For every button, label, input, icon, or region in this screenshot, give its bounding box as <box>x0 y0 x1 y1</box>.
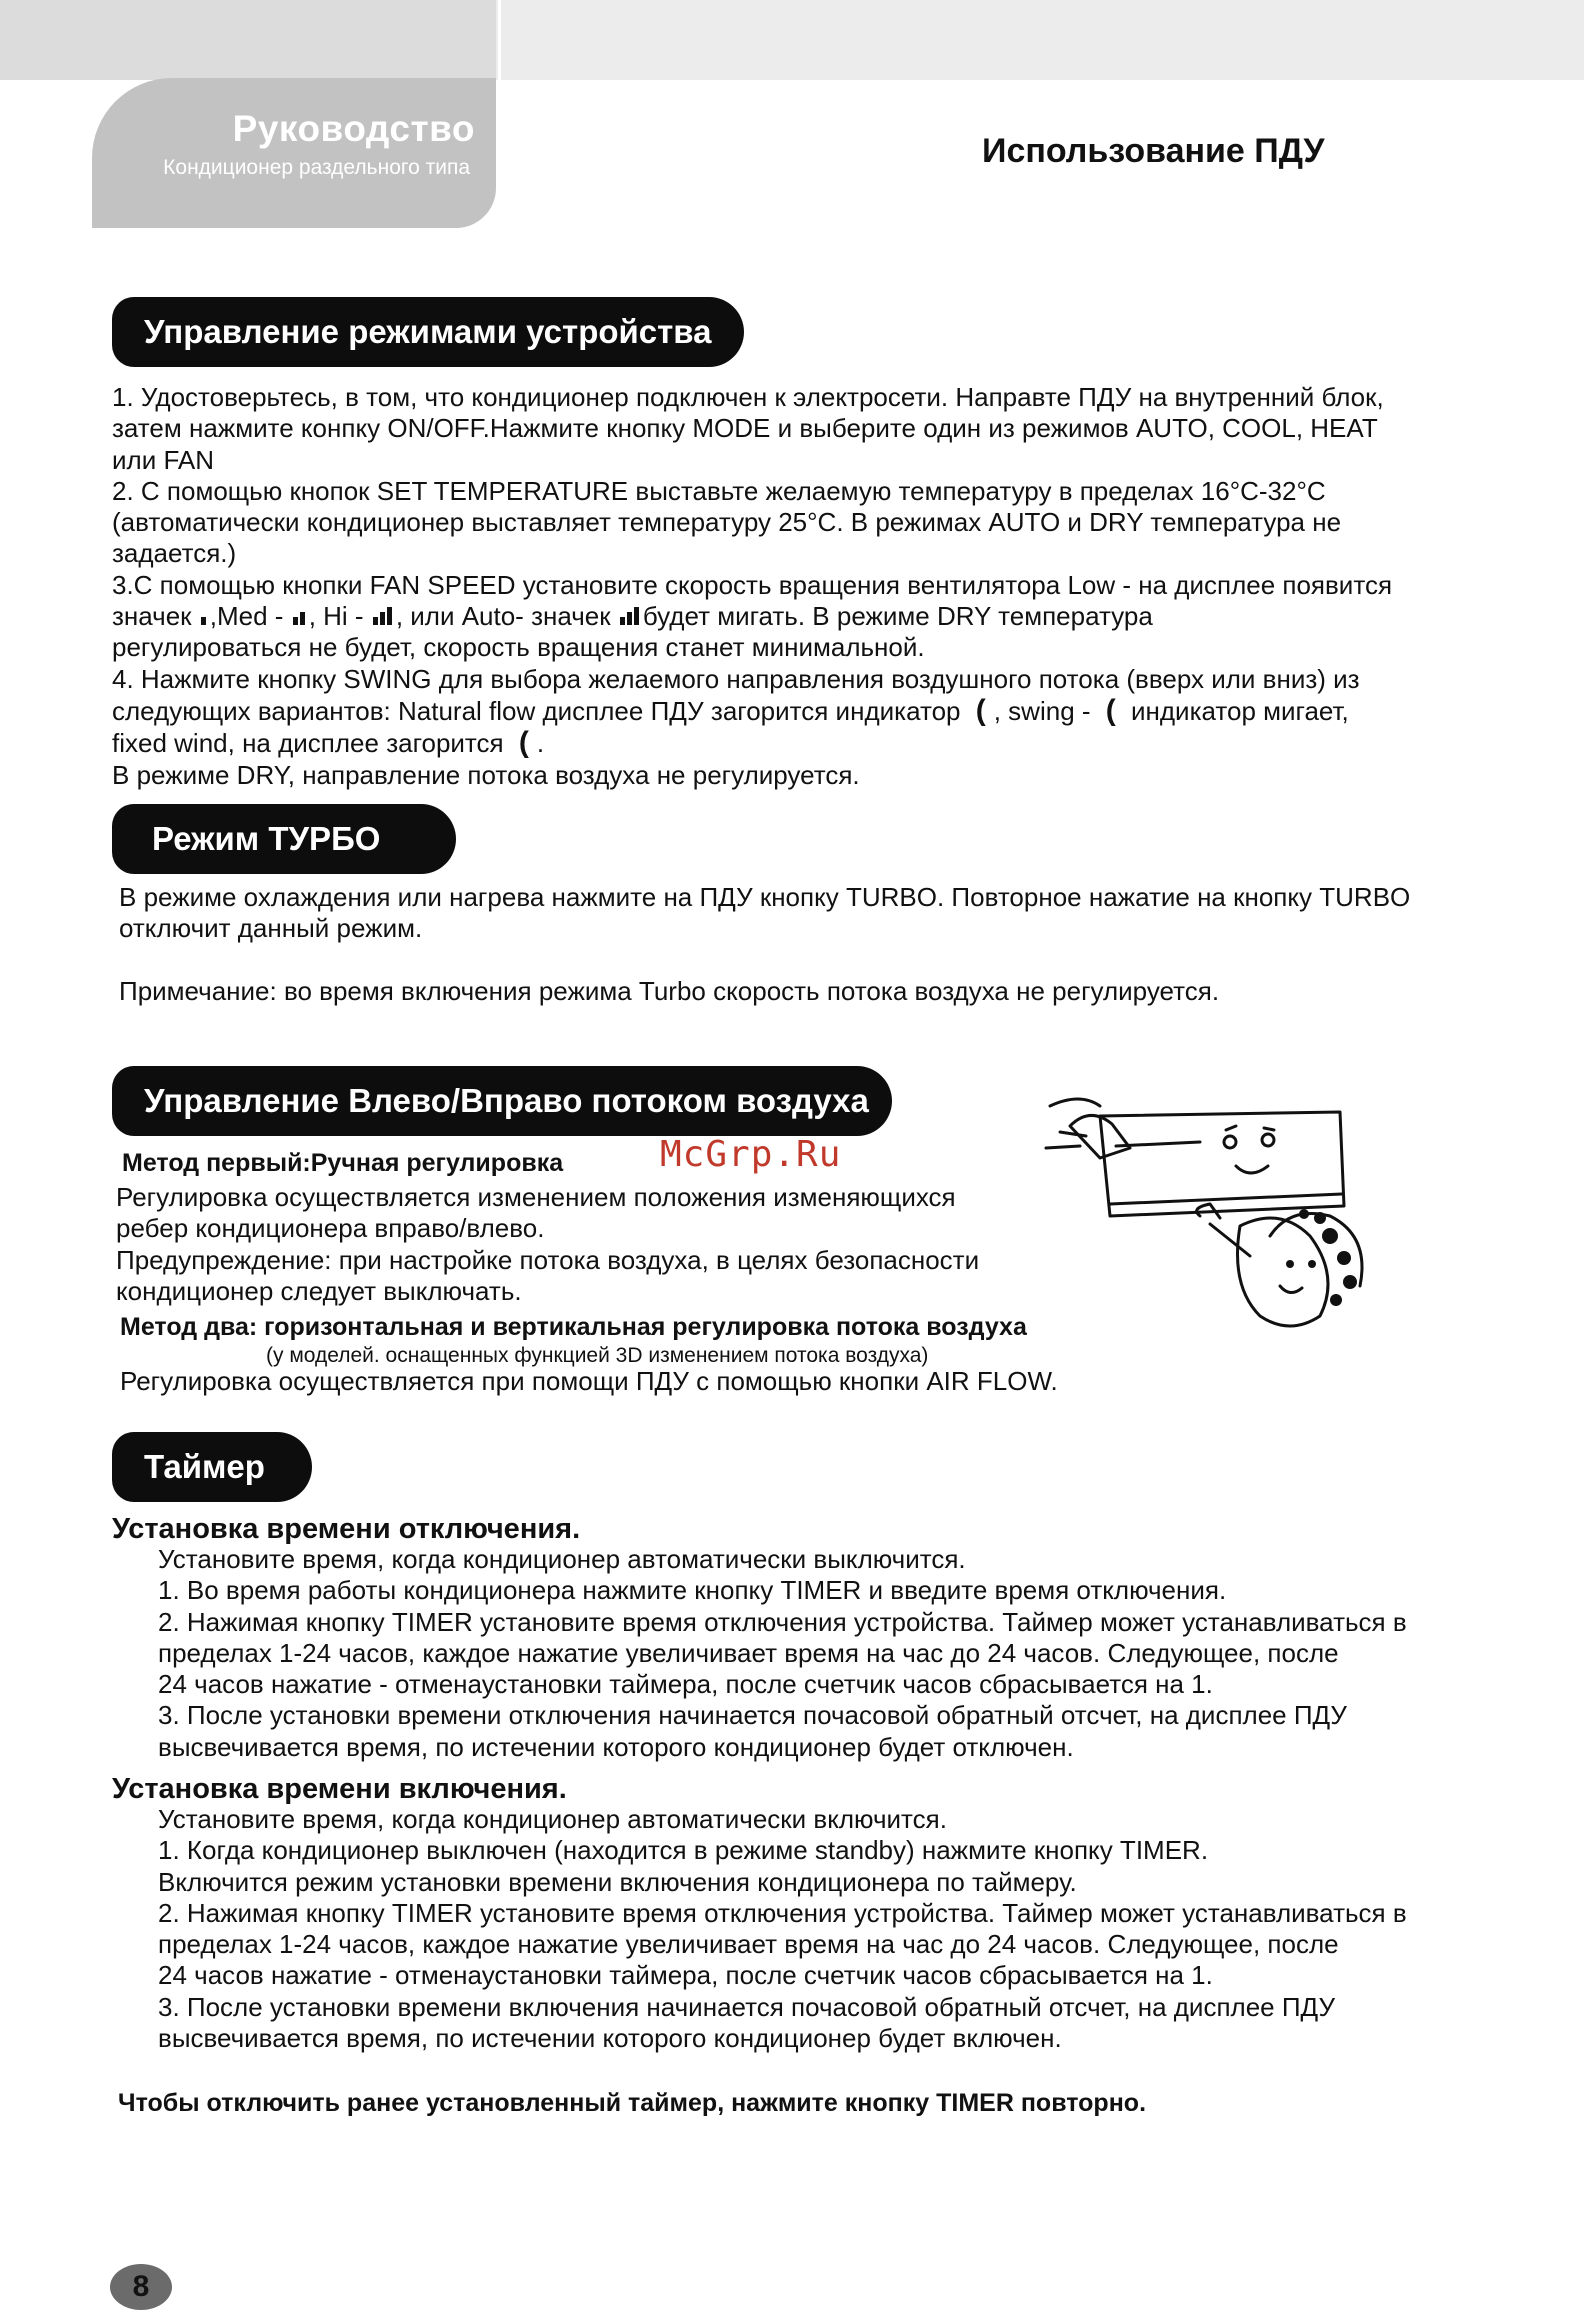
text-line: высвечивается время, по истечении которого кондиционер будет отключен. <box>158 1731 1074 1762</box>
method2-title: Метод два: горизонтальная и вертикальная регулировка потока воздуха <box>120 1313 1027 1341</box>
fixed-wind-icon: ( <box>518 726 529 760</box>
brand-subtitle: Кондиционер раздельного типа <box>163 156 470 179</box>
method2-note: (у моделей. оснащенных функцией 3D изменением потока воздуха) <box>266 1344 929 1367</box>
timer-footer-note: Чтобы отключить ранее установленный таймер, нажмите кнопку TIMER повторно. <box>118 2089 1147 2117</box>
watermark: McGrp.Ru <box>660 1134 842 1175</box>
text-line: 2. Нажимая кнопку TIMER установите время отключения устройства. Таймер может устанавливаться в <box>158 1897 1407 1928</box>
section-heading-modes: Управление режимами устройства <box>112 297 744 367</box>
text-line: Регулировка осуществляется изменением положения изменяющихся <box>116 1182 956 1212</box>
text-line: кондиционер следует выключать. <box>116 1275 522 1306</box>
turbo-note: Примечание: во время включения режима Turbo скорость потока воздуха не регулируется. <box>119 975 1220 1006</box>
section-heading-airflow: Управление Влево/Вправо потоком воздуха <box>112 1066 892 1136</box>
header-divider <box>498 0 501 80</box>
text-line: 3. После установки времени отключения начинается почасовой обратный отсчет, на дисплее ПДУ <box>158 1700 1347 1731</box>
text-line: В режиме охлаждения или нагрева нажмите на ПДУ кнопку TURBO. Повторное нажатие на кнопку TURBO <box>119 882 1411 912</box>
text-segment: . <box>536 728 545 759</box>
turbo-text <box>119 882 1410 1007</box>
method1-text <box>116 1182 979 1307</box>
text-line: ребер кондиционера вправо/влево. <box>116 1213 545 1244</box>
text-line: регулироваться не будет, скорость вращения станет минимальной. <box>112 632 925 663</box>
fixed-wind-line <box>112 727 1392 759</box>
timer-on-title: Установка времени включения. <box>112 1773 567 1805</box>
text-segment: следующих вариантов: Natural flow дисплее ПДУ загорится индикатор <box>112 695 968 726</box>
text-line: 1. Во время работы кондиционера нажмите кнопку TIMER и введите время отключения. <box>158 1575 1227 1606</box>
text-line: или FAN <box>112 444 215 475</box>
text-line: 3. После установки времени включения начинается почасовой обратный отсчет, на дисплее ПДУ <box>158 1991 1335 2022</box>
text-segment: будет мигать. В режиме DRY температура <box>642 601 1153 632</box>
text-line: задается.) <box>112 538 237 569</box>
air-conditioner-child-illustration <box>1040 1086 1400 1346</box>
timer-on-text <box>158 1804 1407 2054</box>
brand-tab <box>92 78 496 228</box>
fan-auto-icon <box>620 601 641 632</box>
brand-title: Руководство <box>232 108 475 149</box>
swing-line <box>112 695 1392 727</box>
fan-med-icon <box>293 601 307 632</box>
fan-speed-line <box>112 601 1392 632</box>
text-line: отключит данный режим. <box>119 913 423 944</box>
text-line: Включится режим установки времени включения кондиционера по таймеру. <box>158 1866 1077 1897</box>
text-line: 1. Удостоверьтесь, в том, что кондиционер подключен к электросети. Направте ПДУ на внутренний блок, <box>112 382 1384 412</box>
fan-hi-icon <box>373 601 394 632</box>
fan-low-icon <box>201 601 208 632</box>
modes-text <box>112 382 1392 791</box>
text-segment: , Hi - <box>308 601 371 632</box>
text-line: Установите время, когда кондиционер автоматически выключится. <box>158 1544 966 1574</box>
natural-flow-icon: ( <box>975 693 986 727</box>
text-line: затем нажмите конпку ON/OFF.Нажмите кнопку MODE и выберите один из режимов AUTO, COOL, HEAT <box>112 413 1378 444</box>
text-segment: , или Auto- значек <box>395 601 618 632</box>
timer-off-text <box>158 1544 1407 1763</box>
text-segment: значек <box>112 601 199 632</box>
text-segment: fixed wind, на дисплее загорится <box>112 728 511 759</box>
text-line: 1. Когда кондиционер выключен (находится в режиме standby) нажмите кнопку TIMER. <box>158 1835 1209 1866</box>
timer-off-title: Установка времени отключения. <box>112 1513 581 1545</box>
text-line: Предупреждение: при настройке потока воздуха, в целях безопасности <box>116 1244 980 1275</box>
text-line: пределах 1-24 часов, каждое нажатие увеличивает время на час до 24 часов. Следующее, после <box>158 1637 1339 1668</box>
text-line: 24 часов нажатие - отменаустановки таймера, после счетчик часов сбрасывается на 1. <box>158 1960 1213 1991</box>
text-line: 24 часов нажатие - отменаустановки таймера, после счетчик часов сбрасывается на 1. <box>158 1669 1213 1700</box>
section-heading-turbo: Режим ТУРБО <box>112 804 456 874</box>
text-segment: индикатор мигает, <box>1123 695 1349 726</box>
method2-text: Регулировка осуществляется при помощи ПДУ с помощью кнопки AIR FLOW. <box>120 1366 1058 1396</box>
text-line: 2. Нажимая кнопку TIMER установите время отключения устройства. Таймер может устанавливаться в <box>158 1606 1407 1637</box>
section-heading-timer: Таймер <box>112 1432 312 1502</box>
swing-indicator-icon: ( <box>1105 693 1116 727</box>
text-line: (автоматически кондиционер выставляет температуру 25°С. В режимах AUTO и DRY температура не <box>112 507 1342 538</box>
text-line: пределах 1-24 часов, каждое нажатие увеличивает время на час до 24 часов. Следующее, после <box>158 1929 1339 1960</box>
text-line: 3.С помощью кнопки FAN SPEED установите скорость вращения вентилятора Low - на дисплее появится <box>112 569 1393 600</box>
text-segment: , swing - <box>993 695 1098 726</box>
text-line: 2. С помощью кнопок SET TEMPERATURE выставьте желаемую температуру в пределах 16°С-32°С <box>112 475 1326 506</box>
text-line: В режиме DRY, направление потока воздуха не регулируется. <box>112 759 860 790</box>
text-segment: ,Med - <box>209 601 291 632</box>
page-number: 8 <box>110 2264 172 2310</box>
method1-title: Метод первый:Ручная регулировка <box>122 1149 564 1177</box>
page-title: Использование ПДУ <box>982 132 1325 170</box>
text-line: 4. Нажмите кнопку SWING для выбора желаемого направления воздушного потока (вверх или вниз) из <box>112 663 1360 694</box>
text-line: высвечивается время, по истечении которого кондиционер будет включен. <box>158 2023 1062 2054</box>
header-band-left <box>0 0 496 80</box>
text-line: Установите время, когда кондиционер автоматически включится. <box>158 1804 947 1834</box>
